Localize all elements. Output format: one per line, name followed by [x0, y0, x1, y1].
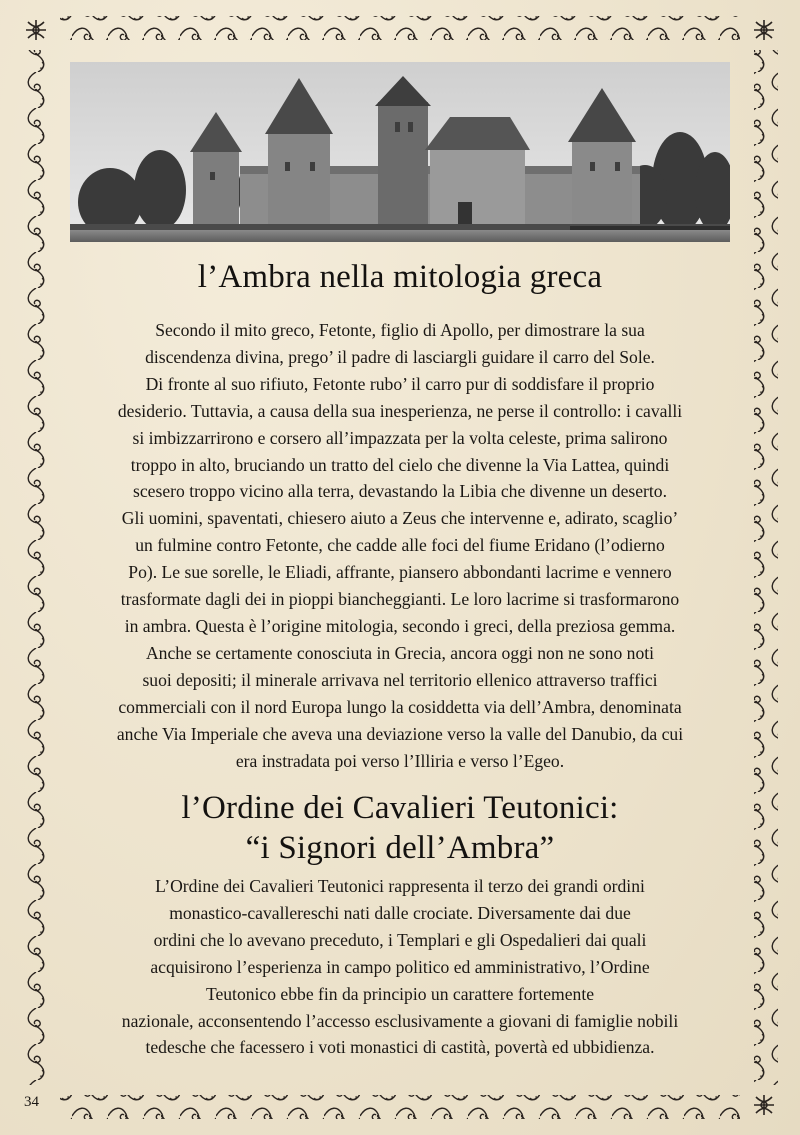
text-line: un fulmine contro Fetonte, che cadde alle foci del fiume Eridano (l’odierno: [135, 535, 665, 556]
text-line: Teutonico ebbe fin da principio un carattere fortemente: [205, 983, 595, 1004]
section-title-teutonic-order: [70, 788, 730, 868]
section-title-line: “i Signori dell’Ambra”: [245, 830, 555, 866]
text-line: commerciali con il nord Europa lungo la cosiddetta via dell’Ambra, denominata: [118, 696, 682, 717]
page-number: 34: [24, 1094, 39, 1110]
text-line: Anche se certamente conosciuta in Grecia, ancora oggi non ne sono noti: [145, 642, 655, 663]
text-line: suoi depositi; il minerale arrivava nel territorio ellenico attraverso traffici: [142, 669, 658, 690]
text-line: troppo in alto, bruciando un tratto del cielo che divenne la Via Lattea, quindi: [130, 454, 670, 475]
text-line: Di fronte al suo rifiuto, Fetonte rubo’ il carro pur di soddisfare il proprio: [145, 373, 655, 394]
section-title-amber-mythology: l’Ambra nella mitologia greca: [197, 259, 603, 295]
text-line: acquisirono l’esperienza in campo politico ed amministrativo, l’Ordine: [150, 956, 650, 977]
text-line: monastico-cavallereschi nati dalle crociate. Diversamente dai due: [169, 902, 631, 923]
text-line: era instradata poi verso l’Illiria e verso l’Egeo.: [235, 750, 565, 771]
text-line: Secondo il mito greco, Fetonte, figlio di Apollo, per dimostrare la sua: [155, 320, 645, 340]
text-line: tedesche che facessero i voti monastici di castità, povertà ed ubbidienza.: [145, 1037, 655, 1058]
text-line: nazionale, acconsentendo l’accesso esclusivamente a giovani di famiglie nobili: [121, 1010, 679, 1031]
text-line: si imbizzarrirono e corsero all’impazzata per la volta celeste, prima salirono: [132, 427, 668, 448]
castle-photo: [70, 62, 730, 242]
text-line: L’Ordine dei Cavalieri Teutonici rappresenta il terzo dei grandi ordini: [155, 876, 645, 896]
text-line: Po). Le sue sorelle, le Eliadi, affrante, piansero abbondanti lacrime e vennero: [128, 562, 672, 583]
text-line: in ambra. Questa è l’origine mitologia, secondo i greci, della preziosa gemma.: [124, 615, 676, 636]
text-line: discendenza divina, prego’ il padre di lasciargli guidare il carro del Sole.: [145, 346, 655, 367]
text-line: desiderio. Tuttavia, a causa della sua inesperienza, ne perse il controllo: i cavalli: [117, 400, 683, 421]
text-line: scesero troppo vicino alla terra, devastando la Libia che divenne un deserto.: [133, 481, 667, 502]
text-line: anche Via Imperiale che aveva una deviazione verso la valle del Danubio, da cui: [116, 723, 684, 744]
text-line: Gli uomini, spaventati, chiesero aiuto a Zeus che intervenne e, adirato, scaglio’: [121, 508, 679, 529]
section-body-amber-mythology: [78, 317, 722, 774]
section-title-line: l’Ordine dei Cavalieri Teutonici:: [181, 790, 619, 826]
section-body-teutonic-order: [78, 873, 722, 1061]
text-line: ordini che lo avevano preceduto, i Templari e gli Ospedalieri dai quali: [153, 929, 647, 950]
text-line: trasformate dagli dei in pioppi biancheggianti. Le loro lacrime si trasformarono: [120, 589, 680, 610]
